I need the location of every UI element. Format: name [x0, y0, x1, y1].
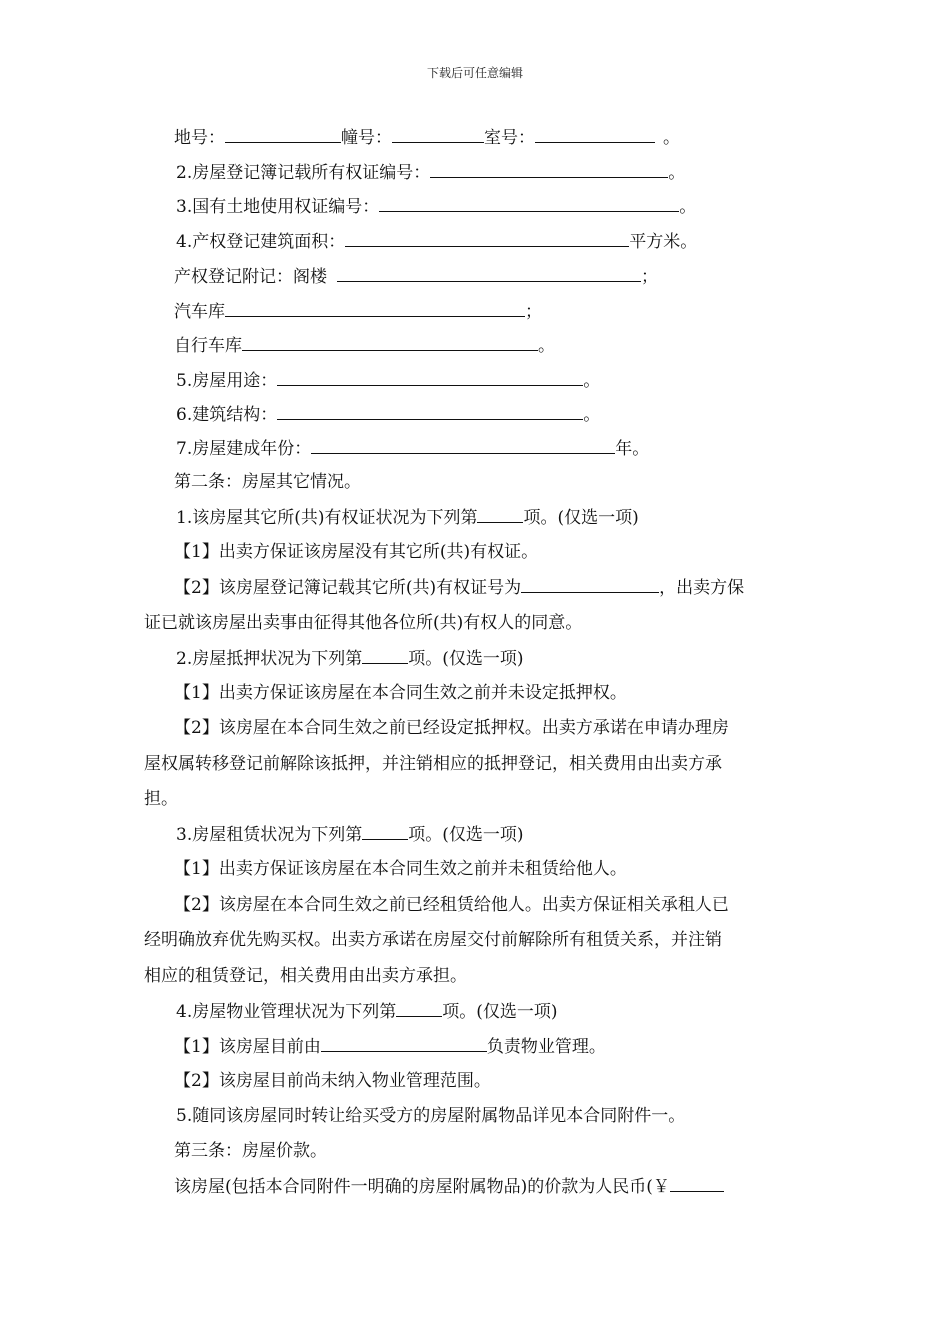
text-line: 3.国有土地使用权证编号： 。	[176, 194, 696, 219]
text-line: 7.房屋建成年份： 年。	[176, 436, 649, 461]
blank-room-number[interactable]	[535, 125, 655, 143]
text-line: 汽车库 ；	[174, 299, 542, 324]
blank-option-3[interactable]	[362, 822, 408, 840]
text-line: 【1】出卖方保证该房屋在本合同生效之前并未设定抵押权。	[174, 683, 627, 703]
text-line: 【2】该房屋在本合同生效之前已经设定抵押权。出卖方承诺在申请办理房	[174, 718, 729, 738]
text-line: 屋权属转移登记前解除该抵押，并注销相应的抵押登记，相关费用由出卖方承	[144, 754, 722, 774]
text-line: 1.该房屋其它所(共)有权证状况为下列第 项。(仅选一项)	[176, 505, 639, 530]
text-line: 自行车库 。	[174, 333, 555, 358]
text-line: 【1】出卖方保证该房屋在本合同生效之前并未租赁给他人。	[174, 859, 627, 879]
blank-land-use-cert-number[interactable]	[379, 194, 679, 212]
blank-ownership-cert-number[interactable]	[430, 160, 668, 178]
label-building-number: 幢号：	[341, 128, 392, 148]
text-line: 相应的租赁登记，相关费用由出卖方承担。	[144, 966, 467, 986]
text-line: 【1】该房屋目前由 负责物业管理。	[174, 1034, 606, 1059]
text-line: 5.随同该房屋同时转让给买受方的房屋附属物品详见本合同附件一。	[176, 1106, 686, 1126]
blank-garage[interactable]	[225, 299, 525, 317]
label-land-number: 地号：	[174, 128, 225, 148]
blank-option-1[interactable]	[477, 505, 523, 523]
text-line: 4.房屋物业管理状况为下列第 项。(仅选一项)	[176, 999, 558, 1024]
blank-option-2[interactable]	[362, 646, 408, 664]
blank-building-number[interactable]	[392, 125, 484, 143]
text-line: 担。	[144, 789, 178, 809]
text-line: 【2】该房屋目前尚未纳入物业管理范围。	[174, 1071, 491, 1091]
label-room-number: 室号：	[484, 128, 535, 148]
text-line: 产权登记附记：阁楼 ；	[174, 264, 658, 289]
text-line: 3.房屋租赁状况为下列第 项。(仅选一项)	[176, 822, 524, 847]
text-line: 【2】该房屋在本合同生效之前已经租赁给他人。出卖方保证相关承租人已	[174, 895, 729, 915]
blank-property-manager[interactable]	[321, 1034, 487, 1052]
text-line: 【2】该房屋登记簿记载其它所(共)有权证号为 ，出卖方保	[174, 575, 744, 600]
blank-price-rmb[interactable]	[670, 1174, 724, 1192]
blank-other-cert-number[interactable]	[521, 575, 659, 593]
blank-building-structure[interactable]	[277, 402, 583, 420]
text-line: 6.建筑结构： 。	[176, 402, 600, 427]
text-line: 2.房屋登记簿记载所有权证编号： 。	[176, 160, 685, 185]
text-line: 证已就该房屋出卖事由征得其他各位所(共)有权人的同意。	[144, 613, 583, 633]
blank-house-use[interactable]	[277, 368, 583, 386]
blank-attic[interactable]	[337, 264, 641, 282]
blank-option-4[interactable]	[396, 999, 442, 1017]
text-line: 地号： 幢号： 室号： 。	[174, 125, 680, 150]
text-line: 【1】出卖方保证该房屋没有其它所(共)有权证。	[174, 542, 539, 562]
blank-build-year[interactable]	[311, 436, 615, 454]
blank-land-number[interactable]	[225, 125, 341, 143]
page-header: 下载后可任意编辑	[426, 66, 523, 80]
text-line: 5.房屋用途： 。	[176, 368, 600, 393]
text-line: 4.产权登记建筑面积： 平方米。	[176, 229, 697, 254]
section-heading: 第三条：房屋价款。	[174, 1141, 327, 1161]
text-line: 经明确放弃优先购买权。出卖方承诺在房屋交付前解除所有租赁关系，并注销	[144, 930, 722, 950]
blank-bicycle-garage[interactable]	[242, 333, 538, 351]
text-line: 2.房屋抵押状况为下列第 项。(仅选一项)	[176, 646, 524, 671]
text-line: 该房屋(包括本合同附件一明确的房屋附属物品)的价款为人民币(￥	[174, 1174, 724, 1199]
section-heading: 第二条：房屋其它情况。	[174, 472, 361, 492]
blank-building-area[interactable]	[345, 229, 629, 247]
